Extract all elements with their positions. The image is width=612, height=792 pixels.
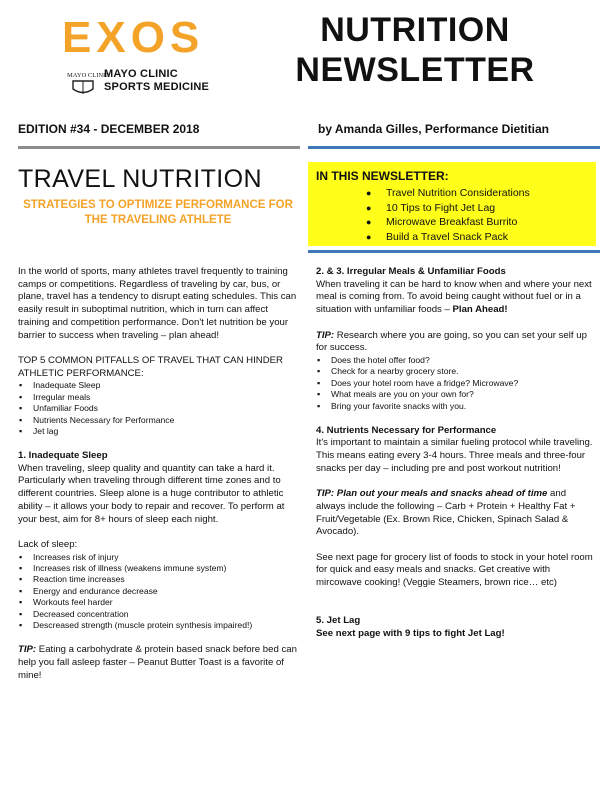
left-column	[18, 266, 300, 682]
research-tip-list	[316, 355, 596, 412]
list-item: ▪ What meals are you on your own for?	[316, 389, 596, 400]
list-item: ▪ Irregular meals	[18, 392, 300, 403]
list-item: ▪ Check for a nearby grocery store.	[316, 366, 596, 377]
divider-blue	[308, 146, 600, 149]
newsletter-title	[270, 10, 560, 90]
lack-of-sleep-list	[18, 552, 300, 632]
divider-blue-lower	[308, 250, 600, 253]
divider-gray	[18, 146, 300, 149]
nutrients-paragraph: It's important to maintain a similar fueling protocol while traveling. This means eating every 3-4 hours. Three meals and three-four snacks per day – including pre and post workout nutrition!	[316, 437, 593, 474]
meal-plan-tip	[316, 488, 596, 539]
sleep-tip	[18, 644, 300, 682]
list-item: ▪ Does the hotel offer food?	[316, 355, 596, 366]
list-item: ▪ Decreased concentration	[18, 609, 300, 620]
jet-lag-text: See next page with 9 tips to fight Jet Lag!	[316, 627, 505, 639]
feature-subtitle: STRATEGIES TO OPTIMIZE PERFORMANCE FOR THE TRAVELING ATHLETE	[23, 199, 293, 226]
contents-item: ● 10 Tips to Fight Jet Lag	[366, 201, 530, 216]
intro-paragraph: In the world of sports, many athletes travel frequently to training camps or competitions. Regardless of traveling by car, bus, or plane, travel has a tendency to disrupt eating schedules. This can easily result in suboptimal nutrition, which in turn can affect training and competition performance. Don't let nutrition be your barrier to success when traveling – plan ahead!	[18, 266, 297, 341]
list-item: ▪ Descreased strength (muscle protein synthesis impaired!)	[18, 620, 300, 631]
contents-item: ● Travel Nutrition Considerations	[366, 186, 530, 201]
tip-text: and always include the following – Carb + Protein + Healthy Fat + Fruit/Vegetable (Ex. Brown Rice, Chicken, Spinach Salad & Avocado).	[316, 488, 576, 538]
research-tip	[316, 330, 596, 355]
list-item: ▪ Energy and endurance decrease	[18, 586, 300, 597]
right-column	[316, 266, 596, 641]
jet-lag-heading: 5. Jet Lag	[316, 615, 361, 627]
meals-paragraph	[316, 279, 596, 317]
in-this-newsletter-heading: IN THIS NEWSLETTER:	[316, 169, 449, 183]
mayo-seal-text: MAYO CLINIC	[67, 72, 110, 79]
tip-label: TIP:	[18, 644, 37, 656]
list-item: ▪ Nutrients Necessary for Performance	[18, 415, 300, 426]
meals-text: When traveling it can be hard to know when and where your next meal is coming from. To avoid being caught without fuel or in a situation with unfamiliar foods –	[316, 278, 592, 316]
feature-title: TRAVEL NUTRITION	[18, 165, 262, 193]
tip-label: TIP:	[316, 329, 335, 341]
contents-item: ● Build a Travel Snack Pack	[366, 230, 530, 245]
contents-item: ● Microwave Breakfast Burrito	[366, 215, 530, 230]
edition-label: EDITION #34 - DECEMBER 2018	[18, 122, 200, 136]
grocery-paragraph: See next page for grocery list of foods to stock in your hotel room for quick and easy meals and snacks. Get creative with mircowave cooking! (Veggie Steamers, brown rice… etc)	[316, 551, 593, 589]
nutrients-heading: 4. Nutrients Necessary for Performance	[316, 424, 497, 436]
title-line-1: NUTRITION	[320, 11, 510, 49]
list-item: ▪ Reaction time increases	[18, 574, 300, 585]
list-item: ▪ Bring your favorite snacks with you.	[316, 401, 596, 412]
sports-medicine-label: SPORTS MEDICINE	[104, 81, 210, 93]
pitfalls-heading: TOP 5 COMMON PITFALLS OF TRAVEL THAT CAN HINDER ATHLETIC PERFORMANCE:	[18, 354, 283, 379]
mayo-clinic-shield-icon	[66, 68, 110, 96]
tip-emphasis: Plan out your meals and snacks ahead of time	[334, 488, 548, 500]
list-item: ▪ Workouts feel harder	[18, 597, 300, 608]
lack-of-sleep-heading: Lack of sleep:	[18, 538, 78, 550]
title-line-2: NEWSLETTER	[295, 51, 535, 89]
exos-logo: EXOS	[62, 13, 205, 62]
sleep-paragraph: When traveling, sleep quality and quantity can take a hard it. Particularly when traveling through different time zones and to different countries. Sleep alone is a huge contributor to athletic ability – it allows your body to repair and recover. To perform at your best, aim for 8+ hours of sleep each night.	[18, 462, 285, 525]
meals-emphasis: Plan Ahead!	[452, 304, 508, 316]
newsletter-contents-list	[366, 186, 530, 244]
list-item: ▪ Increases risk of illness (weakens immune system)	[18, 563, 300, 574]
list-item: ▪ Does your hotel room have a fridge? Microwave?	[316, 378, 596, 389]
tip-text: Eating a carbohydrate & protein based snack before bed can help you fall asleep faster – Peanut Butter Toast is a favorite of mine!	[18, 644, 297, 681]
meals-heading: 2. & 3. Irregular Meals & Unfamiliar Foods	[316, 266, 506, 277]
mayo-clinic-label: MAYO CLINIC	[104, 68, 178, 80]
pitfalls-list	[18, 380, 300, 437]
sleep-heading: 1. Inadequate Sleep	[18, 450, 108, 462]
list-item: ▪ Jet lag	[18, 426, 300, 437]
list-item: ▪ Unfamiliar Foods	[18, 403, 300, 414]
author-byline: by Amanda Gilles, Performance Dietitian	[318, 122, 549, 136]
list-item: ▪ Increases risk of injury	[18, 552, 300, 563]
tip-text: Research where you are going, so you can set your self up for success.	[316, 329, 587, 354]
list-item: ▪ Inadequate Sleep	[18, 380, 300, 391]
in-this-newsletter-box	[308, 162, 596, 246]
tip-label: TIP:	[316, 488, 335, 500]
